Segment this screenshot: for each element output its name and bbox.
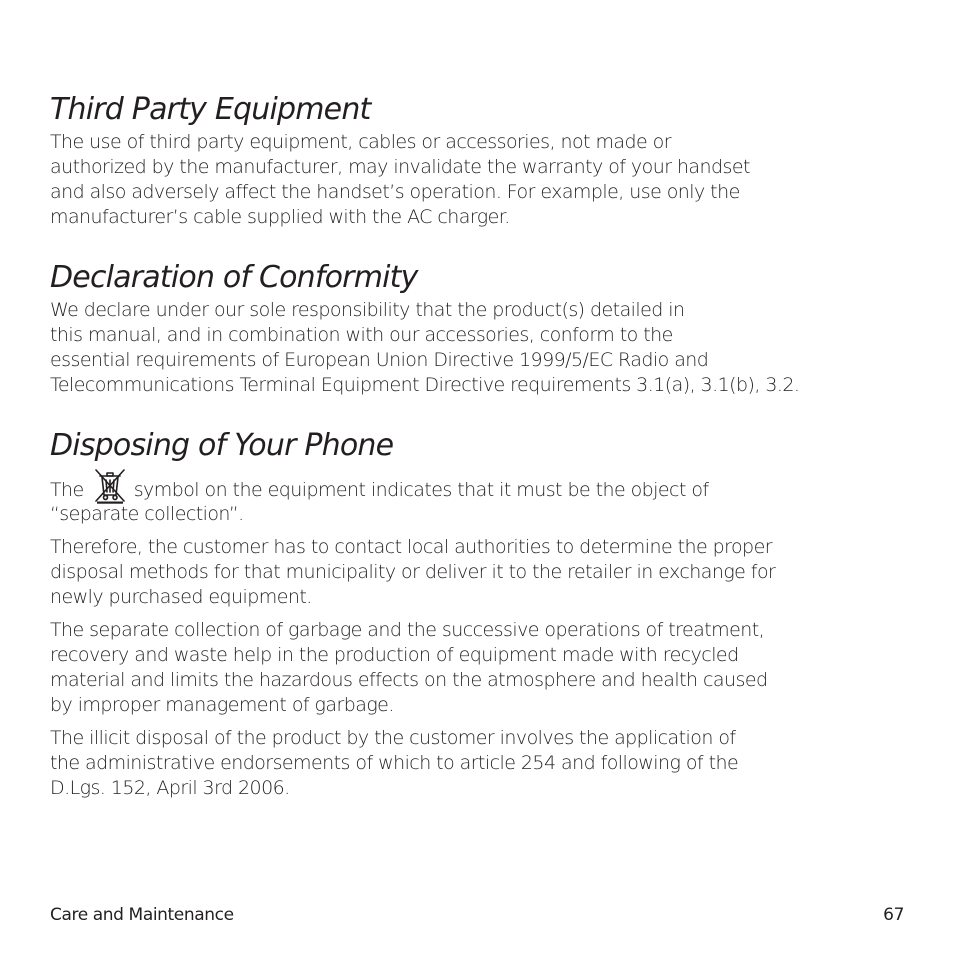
body-line: “separate collection”.: [50, 503, 244, 525]
body-line: Telecommunications Terminal Equipment Directive requirements 3.1(a), 3.1(b), 3.2.: [50, 374, 800, 396]
section-disposing-of-your-phone: [50, 428, 920, 801]
body-line: We declare under our sole responsibility that the product(s) detailed in: [50, 299, 685, 321]
body-line: The use of third party equipment, cables or accessories, not made or: [50, 131, 671, 153]
section-third-party-equipment: [50, 92, 920, 230]
body-line: material and limits the hazardous effects on the atmosphere and health caused: [50, 669, 768, 691]
section-body: [50, 298, 920, 398]
section-declaration-of-conformity: [50, 260, 920, 398]
disposal-paragraph-2: [50, 535, 920, 610]
section-title: Third Party Equipment: [50, 92, 371, 127]
body-line: manufacturer’s cable supplied with the AC charger.: [50, 206, 510, 228]
body-line: the administrative endorsements of which to article 254 and following of the: [50, 752, 739, 774]
body-line: and also adversely affect the handset’s operation. For example, use only the: [50, 181, 740, 203]
body-text: The: [50, 479, 84, 501]
body-line: The separate collection of garbage and the successive operations of treatment,: [50, 619, 765, 641]
body-line: recovery and waste help in the production of equipment made with recycled: [50, 644, 739, 666]
body-line: newly purchased equipment.: [50, 586, 312, 608]
disposal-paragraph-3: [50, 618, 920, 718]
crossed-out-wheelie-bin-icon: [88, 468, 132, 504]
body-line: Therefore, the customer has to contact local authorities to determine the proper: [50, 536, 772, 558]
body-line: The illicit disposal of the product by the customer involves the application of: [50, 727, 736, 749]
body-text: symbol on the equipment indicates that it must be the object of: [133, 479, 709, 501]
body-line: D.Lgs. 152, April 3rd 2006.: [50, 777, 290, 799]
body-line: authorized by the manufacturer, may invalidate the warranty of your handset: [50, 156, 750, 178]
body-line: by improper management of garbage.: [50, 694, 394, 716]
body-line: [50, 468, 920, 504]
section-title: Declaration of Conformity: [50, 260, 418, 295]
section-title: Disposing of Your Phone: [50, 428, 394, 463]
footer-section-name: Care and Maintenance: [50, 905, 234, 925]
section-body: [50, 130, 920, 230]
disposal-paragraph-4: [50, 726, 920, 801]
body-line: essential requirements of European Union Directive 1999/5/EC Radio and: [50, 349, 709, 371]
footer-page-number: 67: [883, 905, 904, 925]
body-line: this manual, and in combination with our accessories, conform to the: [50, 324, 673, 346]
body-line: disposal methods for that municipality or deliver it to the retailer in exchange for: [50, 561, 776, 583]
symbol-paragraph: [50, 468, 920, 527]
page-content: [50, 92, 920, 801]
